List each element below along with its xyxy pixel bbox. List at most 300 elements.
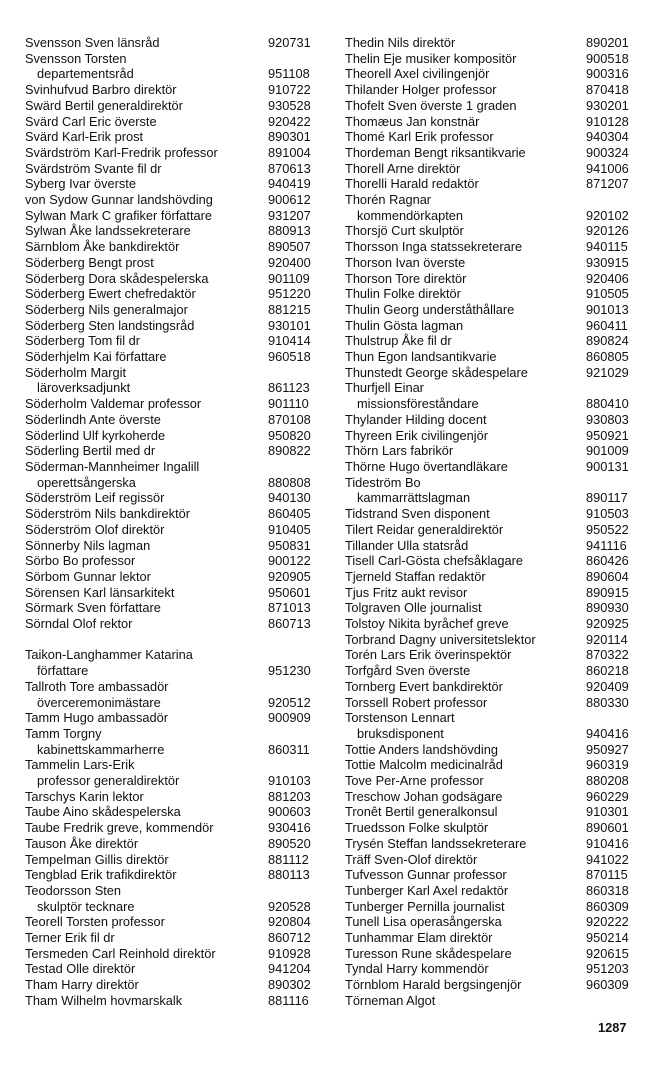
- directory-entry: [345, 867, 640, 883]
- directory-entry: [345, 255, 640, 271]
- directory-entry: [25, 553, 325, 569]
- entry-code: 860318: [586, 882, 629, 898]
- entry-code: [268, 757, 325, 773]
- entry-name: Söderman-Mannheimer Ingalill: [25, 458, 200, 474]
- entry-code: [586, 993, 640, 1009]
- directory-entry: [25, 946, 325, 962]
- entry-name: Söderberg Tom fil dr: [25, 333, 140, 349]
- section-gap: [25, 632, 325, 648]
- entry-code: 860426: [586, 553, 629, 569]
- entry-code: 950831: [268, 537, 311, 553]
- directory-entry: [25, 82, 325, 98]
- directory-entry: [25, 365, 325, 381]
- entry-code: 890822: [268, 443, 311, 459]
- entry-code: 871207: [586, 176, 629, 192]
- directory-entry: [345, 239, 640, 255]
- entry-name: Sylwan Mark C grafiker författare: [25, 207, 213, 223]
- entry-name: Söderström Leif regissör: [25, 490, 165, 506]
- directory-entry: [345, 318, 640, 334]
- directory-entry: [25, 522, 325, 538]
- entry-code: 920422: [268, 113, 311, 129]
- entry-name: von Sydow Gunnar landshövding: [25, 192, 213, 208]
- entry-code: 950214: [586, 930, 629, 946]
- directory-entry: [25, 710, 325, 726]
- entry-code: 930528: [268, 97, 311, 113]
- entry-name: Söderlind Ulf kyrkoherde: [25, 427, 166, 443]
- directory-entry: [25, 145, 325, 161]
- entry-code: 920731: [268, 35, 311, 50]
- entry-name: Torbrand Dagny universitetslektor: [345, 631, 536, 647]
- entry-name: Thomé Karl Erik professor: [345, 129, 494, 145]
- entry-code: 910928: [268, 945, 311, 961]
- directory-entry: [25, 883, 325, 899]
- entry-name: Thofelt Sven överste 1 graden: [345, 97, 517, 113]
- directory-entry: [25, 239, 325, 255]
- entry-code: 880410: [586, 396, 629, 412]
- entry-code: 950601: [268, 584, 311, 600]
- directory-entry: [345, 412, 640, 428]
- entry-code: 861123: [268, 380, 310, 396]
- entry-name: Svärd Karl-Erik prost: [25, 129, 144, 145]
- directory-entry: [25, 208, 325, 224]
- entry-code: 941204: [268, 961, 311, 977]
- entry-code: 860405: [268, 506, 311, 522]
- directory-entry: [25, 255, 325, 271]
- entry-name: Svärdström Svante fil dr: [25, 160, 162, 176]
- entry-code: 900316: [586, 66, 629, 82]
- directory-entry: [345, 804, 640, 820]
- entry-code: 920409: [586, 678, 629, 694]
- directory-entry: [345, 773, 640, 789]
- directory-entry: [25, 773, 325, 789]
- entry-code: 940304: [586, 129, 629, 145]
- entry-name: Tunhammar Elam direktör: [345, 930, 493, 946]
- entry-name: Söderberg Bengt prost: [25, 254, 154, 270]
- directory-entry: [25, 161, 325, 177]
- entry-name: Tjerneld Staffan redaktör: [345, 568, 486, 584]
- entry-code: 890601: [586, 820, 629, 836]
- entry-code: [268, 647, 325, 663]
- entry-code: 890301: [268, 129, 311, 145]
- directory-entry: [345, 475, 640, 491]
- directory-entry: [25, 490, 325, 506]
- directory-entry: [345, 538, 640, 554]
- entry-name: Thun Egon landsantikvarie: [345, 349, 497, 365]
- entry-name: Thylander Hilding docent: [345, 411, 487, 427]
- directory-entry: [345, 286, 640, 302]
- directory-entry: [345, 443, 640, 459]
- directory-entry: [25, 412, 325, 428]
- entry-name: Svensson Torsten: [25, 50, 127, 66]
- entry-name: Söderholm Margit: [25, 364, 126, 380]
- entry-code: 881215: [268, 301, 311, 317]
- directory-entry: [345, 883, 640, 899]
- entry-code: 920512: [268, 694, 311, 710]
- entry-name: Tunell Lisa operasångerska: [345, 914, 502, 930]
- directory-entry: [345, 914, 640, 930]
- entry-name: Tammelin Lars-Erik: [25, 757, 135, 773]
- entry-name: läroverksadjunkt: [37, 380, 131, 396]
- entry-code: 910128: [586, 113, 629, 129]
- entry-name: Thorell Arne direktör: [345, 160, 461, 176]
- directory-entry: [345, 852, 640, 868]
- entry-code: 940419: [268, 176, 311, 192]
- directory-entry: [345, 82, 640, 98]
- entry-code: 890302: [268, 977, 311, 993]
- directory-entry: [25, 51, 325, 67]
- entry-code: 920925: [586, 616, 629, 632]
- entry-code: 920222: [586, 914, 629, 930]
- entry-code: [268, 365, 325, 381]
- entry-name: Thörne Hugo övertandläkare: [345, 458, 508, 474]
- page-number: 1287: [598, 1020, 627, 1035]
- directory-entry: [25, 459, 325, 475]
- entry-code: 930803: [586, 411, 629, 427]
- directory-entry: [345, 271, 640, 287]
- entry-code: 930416: [268, 820, 311, 836]
- directory-entry: [25, 836, 325, 852]
- directory-entry: [25, 616, 325, 632]
- entry-name: överceremonimästare: [37, 694, 161, 710]
- entry-code: 951220: [268, 286, 311, 302]
- directory-entry: [25, 333, 325, 349]
- entry-code: 941006: [586, 160, 629, 176]
- directory-entry: [25, 380, 325, 396]
- entry-name: Taube Fredrik greve, kommendör: [25, 820, 214, 836]
- entry-code: 901110: [268, 396, 309, 412]
- entry-name: Tengblad Erik trafikdirektör: [25, 867, 177, 883]
- entry-code: [586, 475, 640, 491]
- entry-name: Torén Lars Erik överinspektör: [345, 647, 512, 663]
- directory-entry: [345, 396, 640, 412]
- entry-code: [586, 192, 640, 208]
- entry-name: Tham Harry direktör: [25, 977, 139, 993]
- directory-entry: [345, 742, 640, 758]
- directory-entry: [25, 585, 325, 601]
- entry-name: Söderling Bertil med dr: [25, 443, 156, 459]
- directory-entry: [345, 757, 640, 773]
- entry-name: Svinhufvud Barbro direktör: [25, 82, 177, 98]
- directory-entry: [345, 600, 640, 616]
- directory-entry: [25, 349, 325, 365]
- entry-code: 880808: [268, 474, 311, 490]
- entry-name: Tottie Malcolm medicinalråd: [345, 757, 503, 773]
- directory-entry: [25, 286, 325, 302]
- entry-name: Tilert Reidar generaldirektör: [345, 521, 504, 537]
- entry-code: [586, 380, 640, 396]
- entry-code: 890824: [586, 333, 629, 349]
- entry-code: 880208: [586, 773, 629, 789]
- entry-code: 920528: [268, 898, 311, 914]
- entry-code: 881112: [268, 851, 309, 867]
- entry-code: 940416: [586, 725, 629, 741]
- directory-entry: [345, 930, 640, 946]
- directory-entry: [25, 600, 325, 616]
- entry-name: Tornberg Evert bankdirektör: [345, 678, 503, 694]
- entry-code: 910103: [268, 773, 311, 789]
- entry-name: departementsråd: [37, 66, 134, 82]
- entry-code: 890117: [586, 490, 628, 506]
- entry-name: Söderström Olof direktör: [25, 521, 165, 537]
- directory-entry: [25, 914, 325, 930]
- directory-entry: [25, 695, 325, 711]
- entry-name: Thorelli Harald redaktör: [345, 176, 479, 192]
- entry-name: Tamm Torgny: [25, 725, 102, 741]
- entry-code: 891004: [268, 144, 311, 160]
- entry-code: 870613: [268, 160, 311, 176]
- directory-entry: [345, 161, 640, 177]
- directory-entry: [25, 302, 325, 318]
- entry-code: 890201: [586, 35, 629, 50]
- entry-code: 960229: [586, 788, 629, 804]
- entry-code: 960518: [268, 349, 311, 365]
- entry-code: 910414: [268, 333, 311, 349]
- entry-name: kabinettskammarherre: [37, 741, 165, 757]
- entry-name: Tolgraven Olle journalist: [345, 600, 482, 616]
- directory-entry: [25, 867, 325, 883]
- directory-entry: [345, 663, 640, 679]
- entry-name: bruksdisponent: [357, 725, 444, 741]
- entry-name: Sörbo Bo professor: [25, 553, 136, 569]
- entry-name: Tillander Ulla statsråd: [345, 537, 469, 553]
- entry-name: Tunberger Pernilla journalist: [345, 898, 505, 914]
- directory-entry: [345, 35, 640, 51]
- entry-code: 870322: [586, 647, 629, 663]
- entry-code: 950921: [586, 427, 629, 443]
- directory-entry: [345, 302, 640, 318]
- entry-name: Tallroth Tore ambassadör: [25, 678, 169, 694]
- directory-entry: [25, 742, 325, 758]
- entry-code: 881116: [268, 992, 309, 1008]
- entry-name: Torssell Robert professor: [345, 694, 488, 710]
- entry-name: Thyreen Erik civilingenjör: [345, 427, 488, 443]
- entry-code: 860805: [586, 349, 629, 365]
- entry-name: Särnblom Åke bankdirektör: [25, 239, 180, 255]
- directory-entry: [345, 114, 640, 130]
- entry-name: Thulstrup Åke fil dr: [345, 333, 452, 349]
- entry-name: Tempelman Gillis direktör: [25, 851, 169, 867]
- directory-entry: [345, 333, 640, 349]
- entry-name: Söderlindh Ante överste: [25, 411, 161, 427]
- entry-name: Thorson Ivan överste: [345, 254, 466, 270]
- directory-entry: [25, 977, 325, 993]
- directory-entry: [25, 647, 325, 663]
- entry-code: 931207: [268, 207, 311, 223]
- entry-code: 900122: [268, 553, 311, 569]
- entry-code: 901109: [268, 270, 310, 286]
- directory-entry: [25, 899, 325, 915]
- entry-code: 900518: [586, 50, 629, 66]
- entry-code: [268, 459, 325, 475]
- directory-entry: [345, 820, 640, 836]
- directory-entry: [345, 977, 640, 993]
- entry-code: 910416: [586, 835, 629, 851]
- entry-name: Tamm Hugo ambassadör: [25, 710, 168, 726]
- entry-name: Söderberg Nils generalmajor: [25, 301, 188, 317]
- entry-name: Tufvesson Gunnar professor: [345, 867, 507, 883]
- directory-entry: [25, 663, 325, 679]
- entry-code: 890507: [268, 239, 311, 255]
- entry-name: Svensson Sven länsråd: [25, 35, 160, 50]
- entry-name: Sörensen Karl länsarkitekt: [25, 584, 175, 600]
- entry-code: 920804: [268, 914, 311, 930]
- directory-entry: [25, 98, 325, 114]
- directory-entry: [25, 35, 325, 51]
- entry-name: Truedsson Folke skulptör: [345, 820, 489, 836]
- directory-entry: [345, 961, 640, 977]
- directory-entry: [345, 585, 640, 601]
- directory-entry: [345, 176, 640, 192]
- entry-name: Swärd Bertil generaldirektör: [25, 97, 183, 113]
- directory-entry: [345, 632, 640, 648]
- directory-entry: [345, 51, 640, 67]
- directory-entry: [25, 804, 325, 820]
- entry-code: 860712: [268, 930, 311, 946]
- entry-name: Söderberg Sten landstingsråd: [25, 317, 195, 333]
- entry-name: Teorell Torsten professor: [25, 914, 165, 930]
- entry-code: 890930: [586, 600, 629, 616]
- entry-name: Tauson Åke direktör: [25, 835, 139, 851]
- directory-entry: [25, 396, 325, 412]
- entry-name: Törnblom Harald bergsingenjör: [345, 977, 522, 993]
- directory-entry: [345, 726, 640, 742]
- directory-entry: [345, 899, 640, 915]
- entry-name: Tyndal Harry kommendör: [345, 961, 489, 977]
- directory-entry: [25, 223, 325, 239]
- entry-code: 930101: [268, 317, 311, 333]
- entry-name: Syberg Ivar överste: [25, 176, 136, 192]
- entry-name: Thulin Folke direktör: [345, 286, 461, 302]
- entry-code: 910405: [268, 521, 311, 537]
- entry-name: Testad Olle direktör: [25, 961, 136, 977]
- entry-name: Träff Sven-Olof direktör: [345, 851, 478, 867]
- directory-entry: [25, 176, 325, 192]
- directory-entry: [25, 679, 325, 695]
- entry-code: 950522: [586, 521, 629, 537]
- entry-name: Teodorsson Sten: [25, 882, 122, 898]
- directory-entry: [25, 192, 325, 208]
- entry-name: Thorsjö Curt skulptör: [345, 223, 464, 239]
- directory-entry: [345, 695, 640, 711]
- entry-code: 960411: [586, 317, 628, 333]
- entry-code: 920406: [586, 270, 629, 286]
- entry-name: Thurfjell Einar: [345, 380, 424, 396]
- directory-entry: [345, 553, 640, 569]
- entry-name: Svärd Carl Eric överste: [25, 113, 157, 129]
- entry-name: Thilander Holger professor: [345, 82, 497, 98]
- entry-name: Taube Aino skådespelerska: [25, 804, 181, 820]
- entry-code: 910722: [268, 82, 311, 98]
- entry-name: Thedin Nils direktör: [345, 35, 456, 50]
- directory-entry: [25, 318, 325, 334]
- entry-code: 870115: [586, 867, 628, 883]
- directory-entry: [345, 616, 640, 632]
- entry-code: 900909: [268, 710, 311, 726]
- directory-entry: [25, 66, 325, 82]
- entry-name: Torstenson Lennart: [345, 710, 455, 726]
- directory-entry: [345, 129, 640, 145]
- entry-code: 920102: [586, 207, 629, 223]
- directory-entry: [345, 192, 640, 208]
- entry-code: 920114: [586, 631, 628, 647]
- entry-code: 880913: [268, 223, 311, 239]
- entry-code: 900603: [268, 804, 311, 820]
- directory-entry: [25, 129, 325, 145]
- entry-name: Turesson Rune skådespelare: [345, 945, 512, 961]
- directory-entry: [345, 349, 640, 365]
- entry-code: 920126: [586, 223, 629, 239]
- entry-name: Söderhjelm Kai författare: [25, 349, 167, 365]
- directory-entry: [25, 789, 325, 805]
- entry-name: Trysén Steffan landssekreterare: [345, 835, 527, 851]
- entry-name: Tottie Anders landshövding: [345, 741, 498, 757]
- entry-name: Tunberger Karl Axel redaktör: [345, 882, 509, 898]
- directory-entry: [345, 569, 640, 585]
- entry-code: 890520: [268, 835, 311, 851]
- entry-name: Tronêt Bertil generalkonsul: [345, 804, 498, 820]
- directory-entry: [345, 490, 640, 506]
- directory-entry: [345, 428, 640, 444]
- entry-code: 940130: [268, 490, 311, 506]
- entry-code: 910301: [586, 804, 629, 820]
- entry-code: 881203: [268, 788, 311, 804]
- entry-name: Terner Erik fil dr: [25, 930, 115, 946]
- entry-code: 920615: [586, 945, 629, 961]
- directory-entry: [25, 726, 325, 742]
- entry-code: 900131: [586, 458, 629, 474]
- entry-code: 910505: [586, 286, 629, 302]
- entry-name: Tidstrand Sven disponent: [345, 506, 490, 522]
- entry-name: Tisell Carl-Gösta chefsåklagare: [345, 553, 524, 569]
- directory-entry: [345, 522, 640, 538]
- right-column: [345, 35, 640, 1009]
- entry-name: Tove Per-Arne professor: [345, 773, 484, 789]
- entry-name: kommendörkapten: [357, 207, 463, 223]
- entry-code: 920400: [268, 254, 311, 270]
- entry-name: kammarrättslagman: [357, 490, 471, 506]
- entry-code: 950820: [268, 427, 311, 443]
- directory-entry: [25, 852, 325, 868]
- entry-name: Thulin Georg underståthållare: [345, 301, 515, 317]
- entry-name: Treschow Johan godsägare: [345, 788, 503, 804]
- entry-code: [268, 726, 325, 742]
- entry-name: Theorell Axel civilingenjör: [345, 66, 490, 82]
- entry-name: skulptör tecknare: [37, 898, 135, 914]
- entry-name: Törneman Algot: [345, 992, 436, 1008]
- entry-code: 920905: [268, 568, 311, 584]
- entry-name: Torfgård Sven överste: [345, 663, 471, 679]
- entry-name: Tolstoy Nikita byråchef greve: [345, 616, 509, 632]
- entry-code: 880113: [268, 867, 310, 883]
- entry-code: [268, 679, 325, 695]
- directory-entry: [345, 208, 640, 224]
- directory-entry: [25, 443, 325, 459]
- entry-name: Tersmeden Carl Reinhold direktör: [25, 945, 216, 961]
- directory-entry: [345, 459, 640, 475]
- entry-code: 900612: [268, 192, 311, 208]
- entry-code: [268, 51, 325, 67]
- directory-entry: [345, 993, 640, 1009]
- directory-entry: [345, 679, 640, 695]
- directory-entry: [345, 380, 640, 396]
- entry-code: 860713: [268, 616, 311, 632]
- entry-name: Sörmark Sven författare: [25, 600, 161, 616]
- entry-code: 960319: [586, 757, 629, 773]
- directory-entry: [345, 836, 640, 852]
- directory-entry: [345, 365, 640, 381]
- entry-code: 910503: [586, 506, 629, 522]
- entry-name: Söderström Nils bankdirektör: [25, 506, 190, 522]
